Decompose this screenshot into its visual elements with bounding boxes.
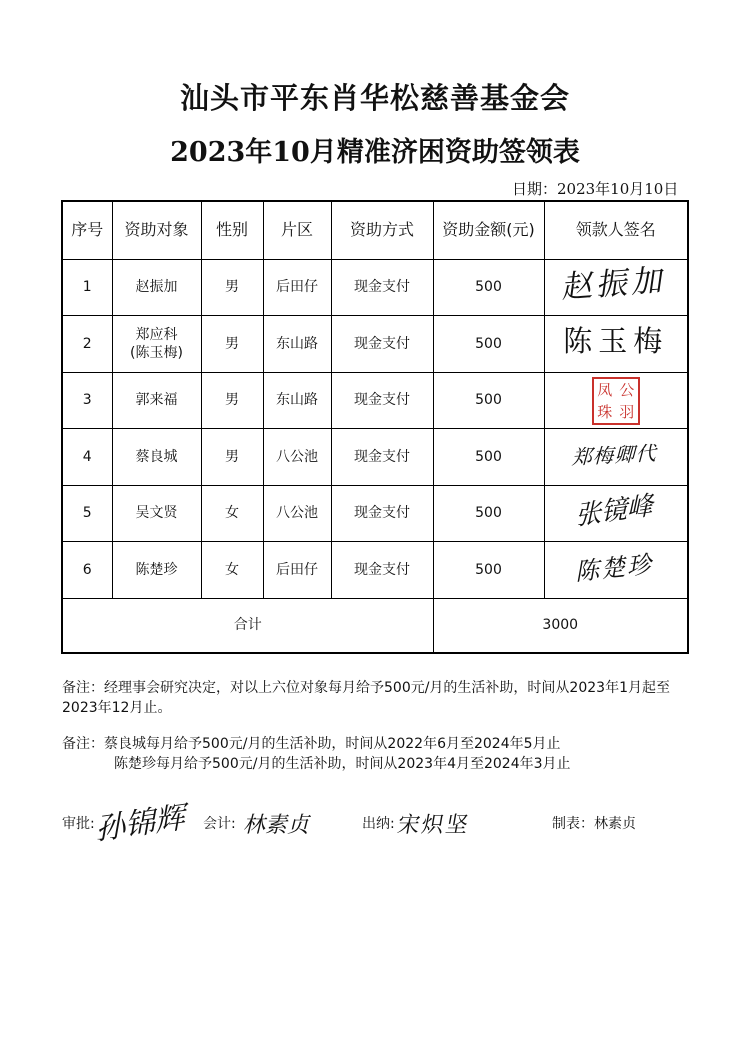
col-header-area: 片区	[263, 201, 331, 259]
cell-amount: 500	[433, 542, 544, 599]
table-header-row	[62, 201, 688, 259]
table-row	[62, 372, 688, 429]
table-row	[62, 316, 688, 373]
cell-amount: 500	[433, 429, 544, 486]
note-2: 备注：蔡良城每月给予500元/月的生活补助，时间从2022年6月至2024年5月止	[62, 736, 561, 752]
cell-amount: 500	[433, 259, 544, 316]
total-label: 合计	[62, 598, 433, 653]
cell-name: 吴文贤	[112, 485, 201, 542]
cell-no: 6	[62, 542, 112, 599]
cell-signature	[544, 485, 688, 542]
red-seal-stamp	[592, 377, 640, 425]
seal-glyph: 羽	[619, 402, 635, 421]
note-1: 备注：经理事会研究决定，对以上六位对象每月给予500元/月的生活补助，时间从2023年1月起至2023年12月止。	[62, 680, 670, 716]
cell-area: 东山路	[263, 372, 331, 429]
handwritten-signature: 郑梅卿代	[569, 441, 662, 470]
cell-amount: 500	[433, 316, 544, 373]
cell-no: 2	[62, 316, 112, 373]
cell-method: 现金支付	[331, 485, 433, 542]
cell-signature	[544, 259, 688, 316]
sign-table	[61, 200, 689, 654]
approve-label: 审批:	[62, 816, 95, 832]
cell-no: 4	[62, 429, 112, 486]
cell-name: 蔡良城	[112, 429, 201, 486]
seal-glyph: 公	[619, 380, 635, 399]
cell-signature	[544, 316, 688, 373]
title-line1: 汕头市平东肖华松慈善基金会	[179, 81, 570, 115]
col-header-signature: 领款人签名	[544, 201, 688, 259]
cell-gender: 男	[201, 259, 263, 316]
cell-gender: 男	[201, 316, 263, 373]
table-row	[62, 542, 688, 599]
cell-method: 现金支付	[331, 542, 433, 599]
cell-no: 3	[62, 372, 112, 429]
seal-glyph: 凤	[597, 380, 613, 399]
cell-area: 后田仔	[263, 542, 331, 599]
cell-area: 八公池	[263, 485, 331, 542]
seal-glyph: 珠	[597, 402, 613, 421]
cell-gender: 女	[201, 485, 263, 542]
handwritten-signature: 陈楚珍	[574, 549, 658, 587]
cell-name	[112, 316, 201, 373]
col-header-amount: 资助金额(元)	[433, 201, 544, 259]
handwritten-signature: 陈玉梅	[563, 323, 669, 358]
col-header-gender: 性别	[201, 201, 263, 259]
cell-amount: 500	[433, 372, 544, 429]
note-3: 陈楚珍每月给予500元/月的生活补助，时间从2023年4月至2024年3月止	[114, 756, 571, 772]
col-header-name: 资助对象	[112, 201, 201, 259]
cell-method: 现金支付	[331, 316, 433, 373]
cell-gender: 女	[201, 542, 263, 599]
name-text: 郑应科	[135, 326, 178, 343]
cell-area: 东山路	[263, 316, 331, 373]
col-header-no: 序号	[62, 201, 112, 259]
approve-signature: 孙锦辉	[94, 799, 191, 849]
date: 日期：2023年10月10日	[512, 180, 679, 198]
cell-signature	[544, 429, 688, 486]
cashier-label: 出纳:	[362, 816, 395, 832]
handwritten-signature: 赵振加	[560, 262, 671, 307]
total-amount: 3000	[433, 598, 688, 653]
cell-name: 赵振加	[112, 259, 201, 316]
cell-name: 郭来福	[112, 372, 201, 429]
total-row	[62, 598, 688, 653]
cell-gender: 男	[201, 372, 263, 429]
table-row	[62, 429, 688, 486]
cell-name: 陈楚珍	[112, 542, 201, 599]
cell-method: 现金支付	[331, 429, 433, 486]
handwritten-signature: 张镜峰	[573, 490, 658, 533]
accountant-signature: 林素贞	[241, 813, 314, 838]
cell-gender: 男	[201, 429, 263, 486]
title-line2: 2023年10月精准济困资助签领表	[170, 137, 580, 168]
accountant-label: 会计:	[203, 816, 236, 832]
cell-signature	[544, 372, 688, 429]
cell-no: 5	[62, 485, 112, 542]
table-row	[62, 259, 688, 316]
cell-method: 现金支付	[331, 372, 433, 429]
alias-text: (陈玉梅)	[130, 344, 183, 361]
preparer-label: 制表：林素贞	[552, 816, 636, 832]
col-header-method: 资助方式	[331, 201, 433, 259]
cell-no: 1	[62, 259, 112, 316]
cell-amount: 500	[433, 485, 544, 542]
cell-area: 八公池	[263, 429, 331, 486]
table-row	[62, 485, 688, 542]
cashier-signature: 宋炽坚	[395, 813, 472, 838]
cell-signature	[544, 542, 688, 599]
cell-area: 后田仔	[263, 259, 331, 316]
cell-method: 现金支付	[331, 259, 433, 316]
